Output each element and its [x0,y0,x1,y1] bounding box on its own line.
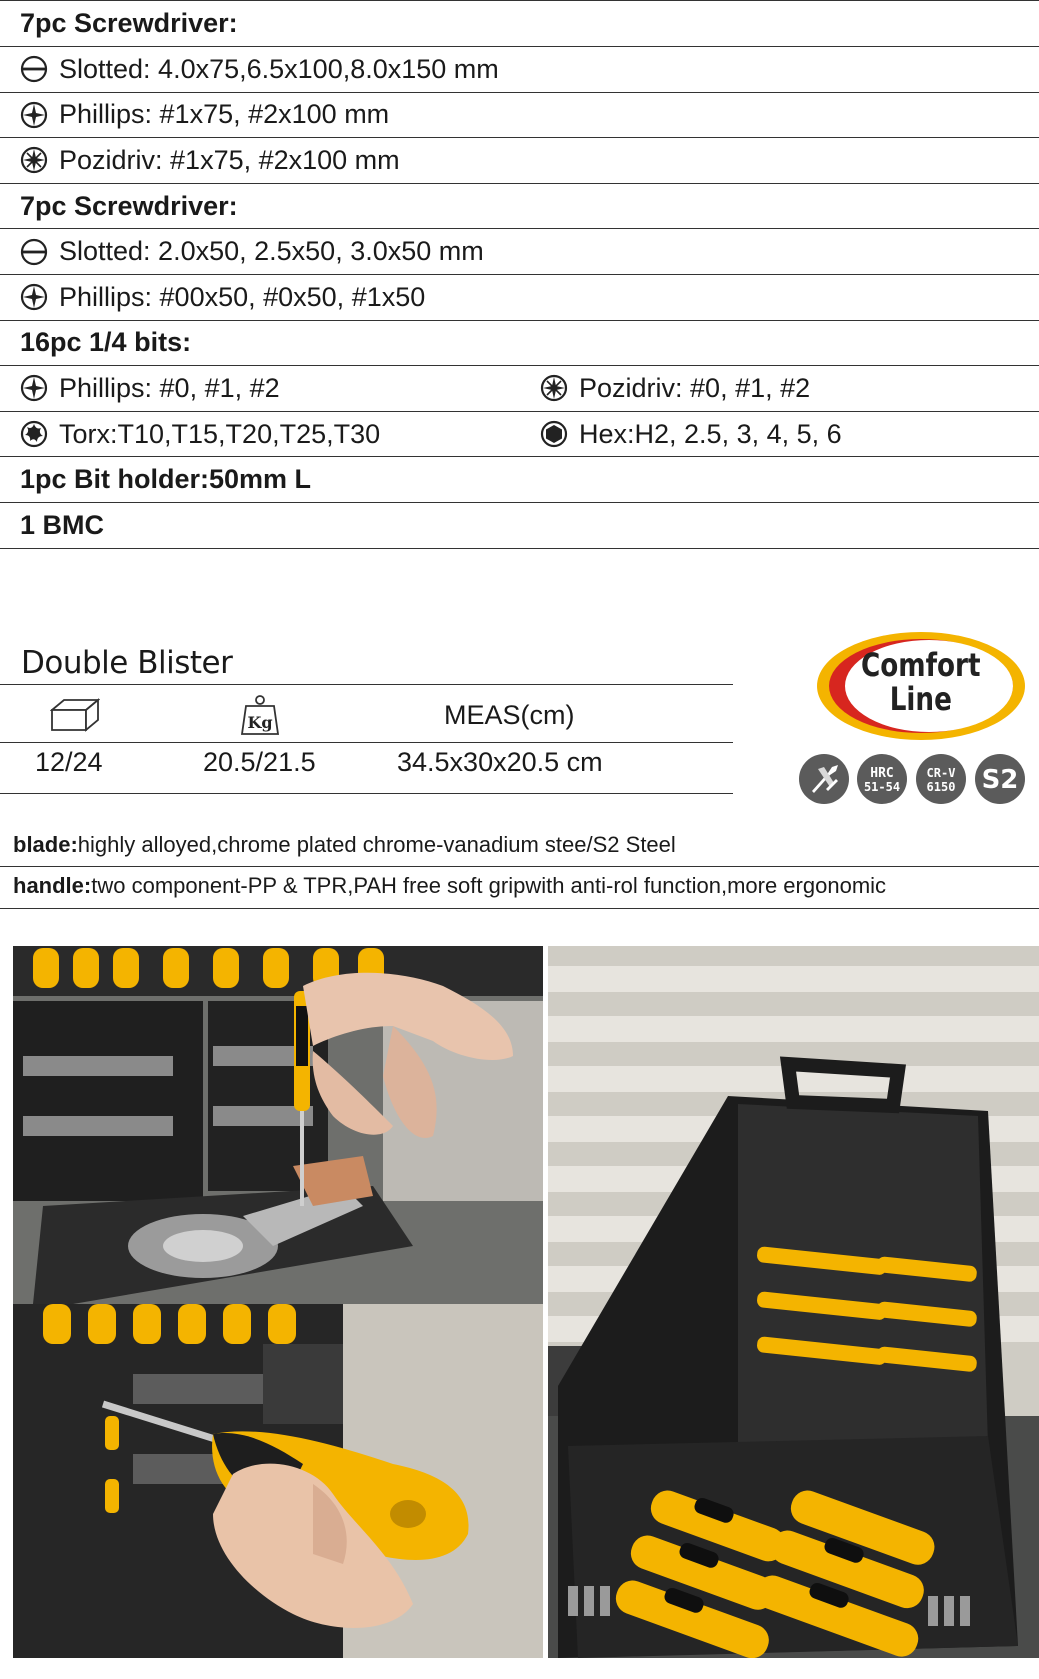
spec-item [20,229,484,274]
svg-text:CR-V: CR-V [926,766,956,780]
pozidriv-icon [20,146,48,174]
spec-row [0,275,1039,321]
spec-item [20,93,389,138]
spec-item-text: Phillips: #00x50, #0x50, #1x50 [59,281,426,312]
spec-item-text: Phillips: #0, #1, #2 [59,372,280,403]
phillips-icon [20,101,48,129]
photo-precision-screwdriver [13,946,543,1304]
spec-item-text: Hex:H2, 2.5, 3, 4, 5, 6 [579,418,842,449]
blister-measurement: 34.5x30x20.5 cm [397,747,603,777]
comfort-line-text-1: Comfort [861,646,981,684]
spec-row [0,93,1039,139]
svg-text:Kg: Kg [247,713,273,732]
spec-row [0,366,1039,412]
spec-header-text: 7pc Screwdriver: [20,190,238,221]
phillips-icon [20,374,48,402]
spec-item [20,412,380,457]
spec-row [0,229,1039,275]
spec-section-header [0,457,1039,503]
blister-weight: 20.5/21.5 [203,747,316,777]
svg-text:S2: S2 [981,765,1019,795]
blade-text: highly alloyed,chrome plated chrome-vanadium stee/S2 Steel [77,832,676,857]
notes-divider-2 [0,908,1039,909]
blade-note [13,832,676,858]
spec-item [20,138,400,183]
blister-divider-mid [0,742,733,743]
blister-divider-top [0,684,733,685]
spec-row [0,47,1039,93]
spec-table [0,0,1039,549]
pozidriv-icon [540,374,568,402]
hrc-badge [856,753,908,805]
s2-badge [974,753,1026,805]
blister-quantity: 12/24 [35,747,103,777]
wrench-icon [798,753,850,805]
spec-header-text: 1 BMC [20,509,105,540]
spec-header-text: 1pc Bit holder:50mm L [20,464,312,495]
handle-note [13,873,886,899]
spec-item [540,412,842,457]
weight-icon [240,690,280,740]
spec-item [20,366,280,411]
photo-screwdriver-handle [13,1304,543,1658]
blister-title: Double Blister [21,645,233,681]
slotted-icon [20,55,48,83]
spec-item [20,47,499,92]
carton-icon [50,690,100,740]
blister-divider-bottom [0,793,733,794]
spec-item-text: Pozidriv: #1x75, #2x100 mm [59,144,400,175]
torx-icon [20,420,48,448]
meas-header: MEAS(cm) [444,699,575,730]
spec-item-text: Pozidriv: #0, #1, #2 [579,372,811,403]
comfort-line-text-2: Line [889,680,952,718]
spec-item-text: Torx:T10,T15,T20,T25,T30 [59,418,381,449]
photo-toolcase [548,946,1039,1658]
handle-label: handle: [13,873,92,898]
spec-item [540,366,810,411]
comfort-line-logo [815,630,1027,742]
spec-item-text: Slotted: 4.0x75,6.5x100,8.0x150 mm [59,53,499,84]
spec-item-text: Phillips: #1x75, #2x100 mm [59,99,390,130]
spec-section-header [0,184,1039,230]
phillips-icon [20,283,48,311]
spec-header-text: 7pc Screwdriver: [20,8,238,38]
spec-section-header [0,0,1039,47]
spec-row [0,138,1039,184]
svg-text:6150: 6150 [926,780,956,794]
svg-text:51-54: 51-54 [863,780,901,794]
notes-divider-1 [0,866,1039,867]
handle-text: two component-PP & TPR,PAH free soft gripwith anti-rol function,more ergonomic [91,873,887,898]
spec-item-text: Slotted: 2.0x50, 2.5x50, 3.0x50 mm [59,236,484,267]
spec-header-text: 16pc 1/4 bits: [20,327,192,358]
spec-section-header [0,503,1039,549]
spec-item [20,275,425,320]
spec-row [0,412,1039,458]
slotted-icon [20,238,48,266]
svg-text:HRC: HRC [870,766,894,781]
blade-label: blade: [13,832,78,857]
spec-section-header [0,321,1039,367]
crv-badge [915,753,967,805]
hex-icon [540,420,568,448]
